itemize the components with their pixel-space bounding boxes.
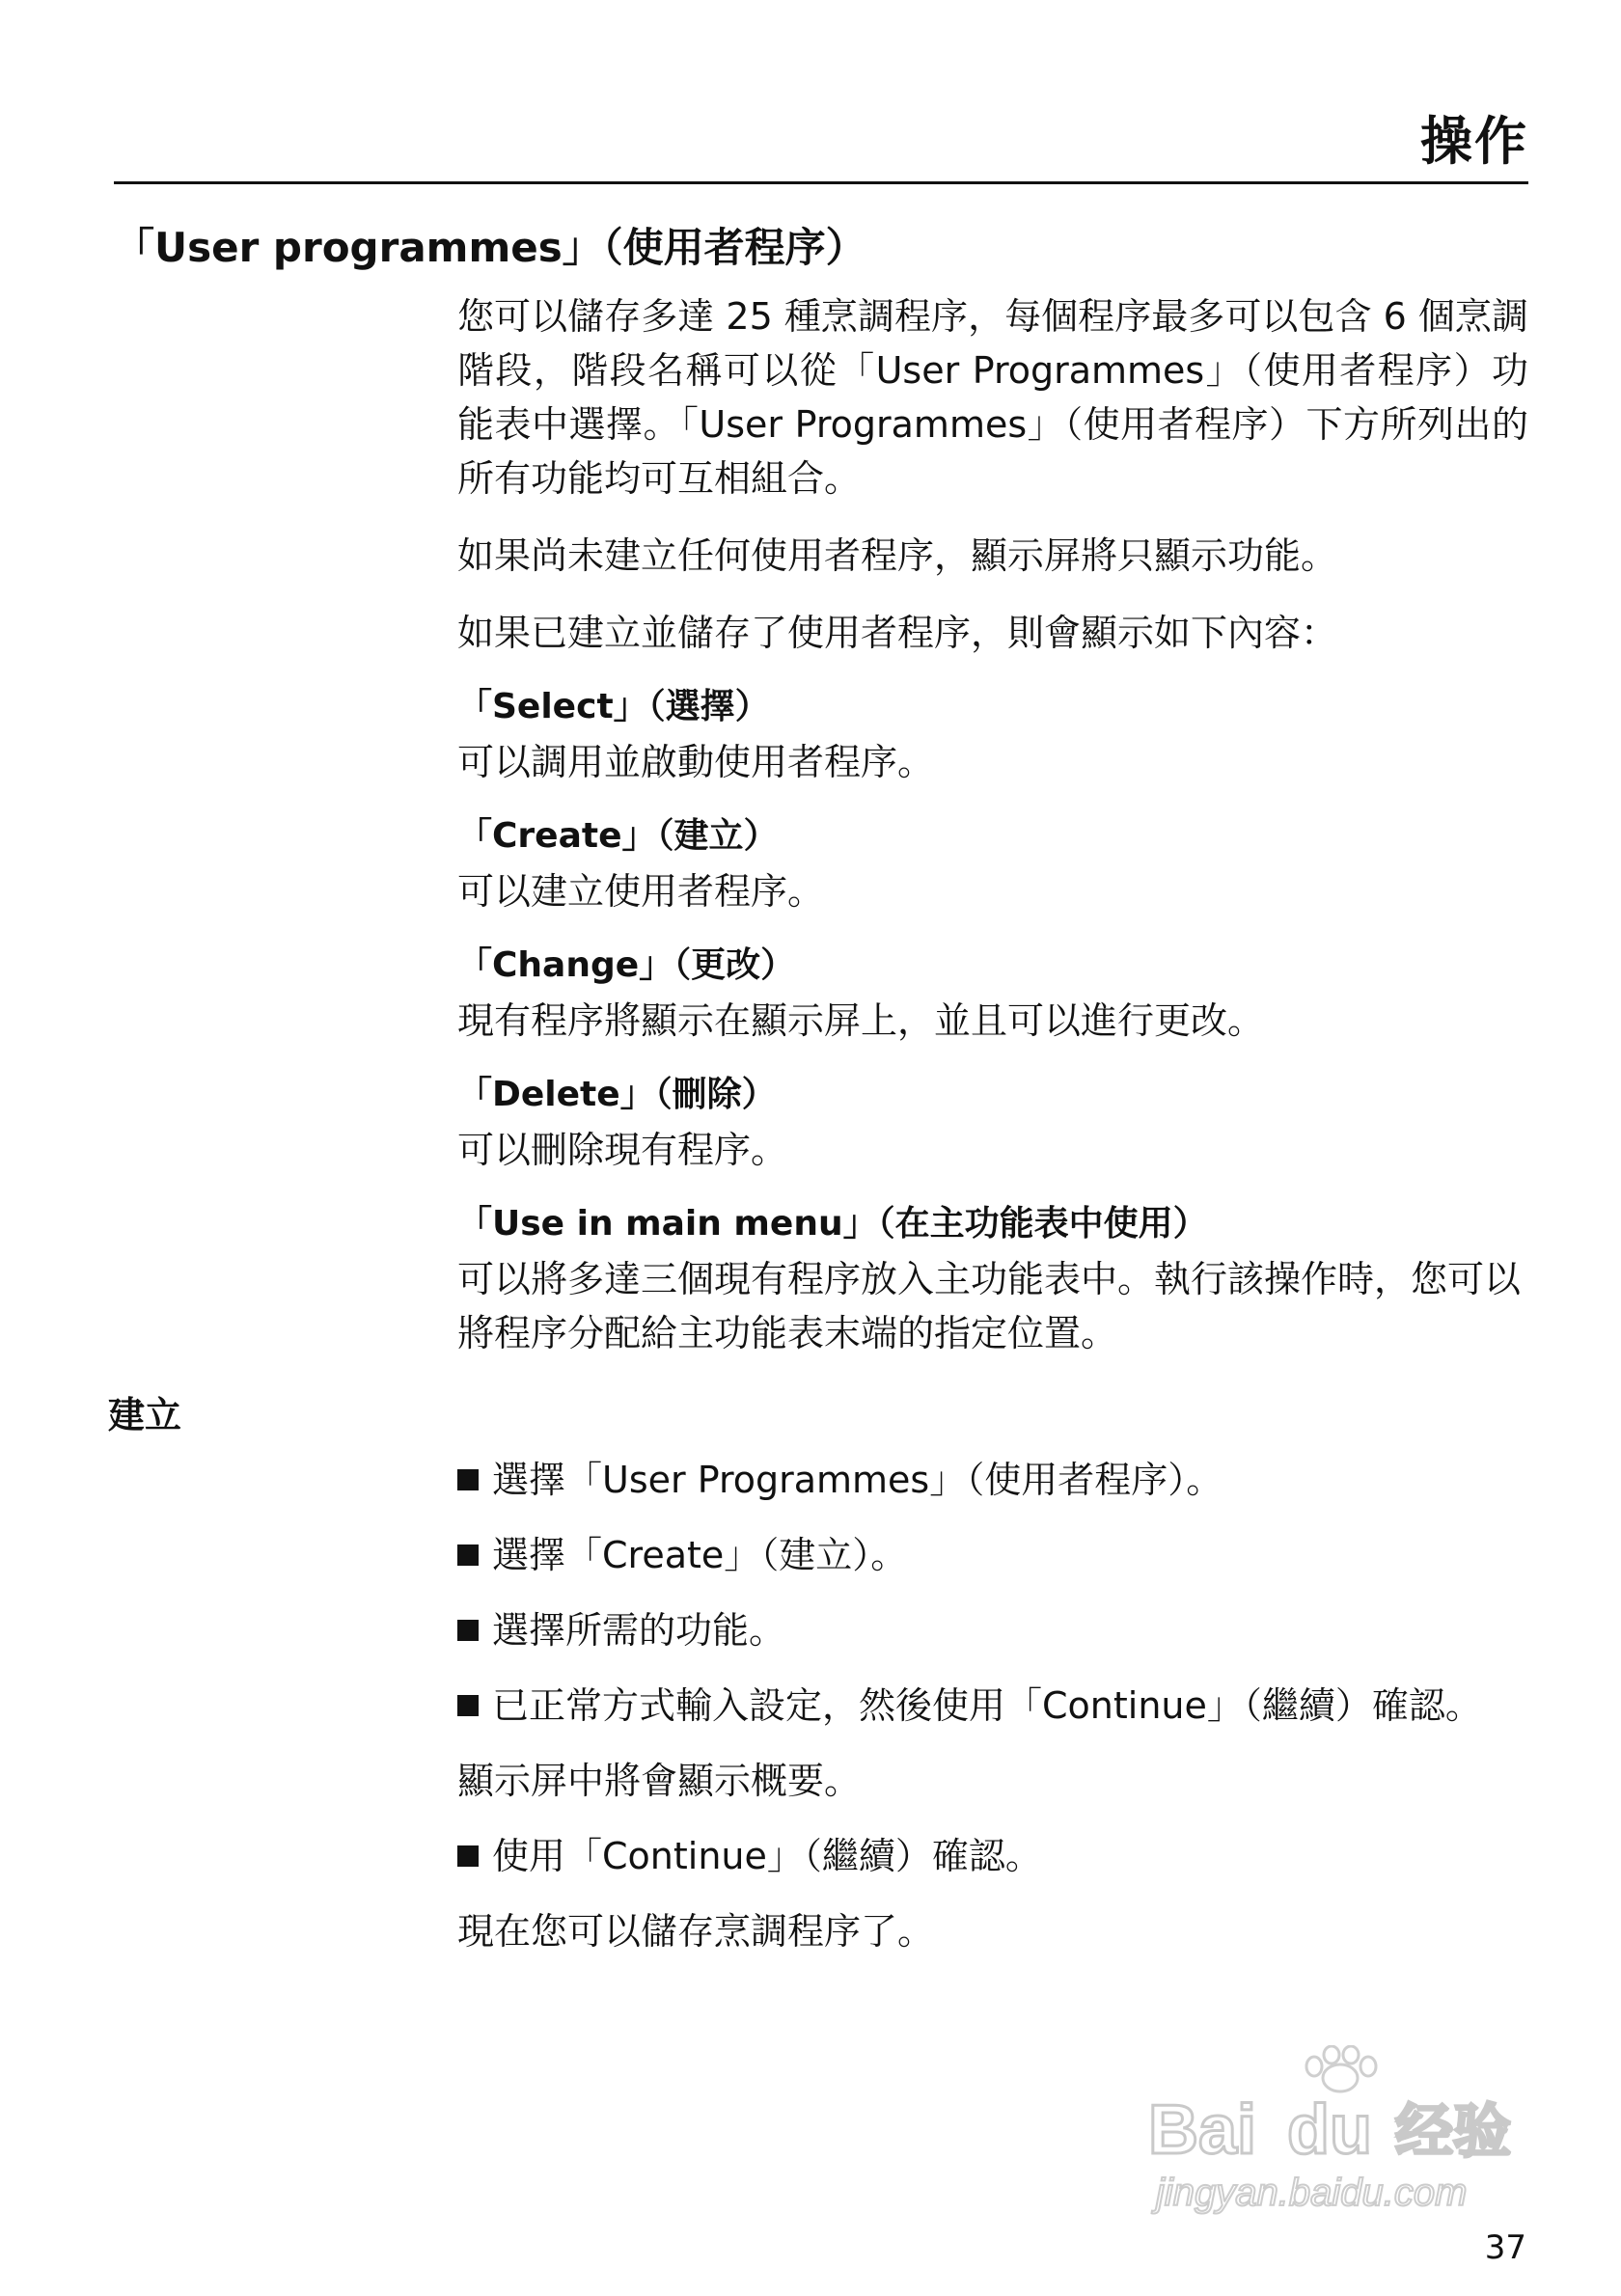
option-description: 可以建立使用者程序。 bbox=[457, 870, 825, 913]
step-text: 選擇所需的功能。 bbox=[492, 1609, 786, 1652]
intro-paragraph: 您可以儲存多達 25 種烹調程序，每個程序最多可以包含 6 個烹調階段，階段名稱可以從「User Programmes」（使用者程序）功能表中選擇。「User Programmes」（使用者程序）下方所列出的所有功能均可互相組合。 bbox=[457, 295, 1528, 500]
square-bullet-icon bbox=[457, 1845, 479, 1867]
baidu-watermark-logo bbox=[1142, 2045, 1538, 2219]
option-title: 「Select」（選擇） bbox=[457, 687, 770, 726]
step-text: 選擇「User Programmes」（使用者程序）。 bbox=[492, 1459, 1223, 1501]
step-item bbox=[457, 1829, 1557, 1883]
option-use-in-main-menu bbox=[457, 1200, 1528, 1360]
svg-text:经验: 经验 bbox=[1395, 2098, 1511, 2166]
create-heading: 建立 bbox=[108, 1394, 182, 1436]
intro-paragraph: 如果尚未建立任何使用者程序，顯示屏將只顯示功能。 bbox=[457, 534, 1338, 577]
option-description: 可以調用並啟動使用者程序。 bbox=[457, 741, 935, 783]
step-note: 顯示屏中將會顯示概要。 bbox=[457, 1760, 862, 1802]
main-content bbox=[457, 289, 1528, 1383]
square-bullet-icon bbox=[457, 1695, 479, 1716]
step-item bbox=[457, 1679, 1557, 1733]
square-bullet-icon bbox=[457, 1620, 479, 1641]
create-steps bbox=[457, 1453, 1557, 1980]
option-title: 「Change」（更改） bbox=[457, 945, 796, 985]
step-text: 選擇「Create」（建立）。 bbox=[492, 1534, 908, 1576]
step-note: 現在您可以儲存烹調程序了。 bbox=[457, 1910, 935, 1953]
header-divider bbox=[114, 181, 1528, 184]
option-create bbox=[457, 812, 1528, 918]
page-header-title: 操作 bbox=[1420, 111, 1528, 172]
option-title: 「Use in main menu」（在主功能表中使用） bbox=[457, 1204, 1208, 1244]
intro-paragraph: 如果已建立並儲存了使用者程序，則會顯示如下內容： bbox=[457, 612, 1338, 654]
option-description: 可以將多達三個現有程序放入主功能表中。執行該操作時，您可以將程序分配給主功能表末端的指定位置。 bbox=[457, 1258, 1522, 1354]
svg-text:jingyan.baidu.com: jingyan.baidu.com bbox=[1156, 2172, 1468, 2214]
step-item bbox=[457, 1528, 1557, 1582]
step-item bbox=[457, 1453, 1557, 1507]
option-title: 「Delete」（刪除） bbox=[457, 1075, 777, 1114]
option-select bbox=[457, 683, 1528, 789]
option-delete bbox=[457, 1071, 1528, 1177]
svg-text:Bai: Bai bbox=[1148, 2091, 1257, 2169]
section-heading: 「User programmes」（使用者程序） bbox=[114, 224, 866, 271]
step-item bbox=[457, 1603, 1557, 1657]
step-text: 已正常方式輸入設定，然後使用「Continue」（繼續）確認。 bbox=[492, 1684, 1482, 1727]
option-title: 「Create」（建立） bbox=[457, 816, 779, 856]
page-number: 37 bbox=[1484, 2228, 1526, 2267]
svg-text:du: du bbox=[1287, 2091, 1372, 2169]
square-bullet-icon bbox=[457, 1469, 479, 1490]
option-description: 可以刪除現有程序。 bbox=[457, 1129, 788, 1171]
option-change bbox=[457, 942, 1528, 1048]
step-text: 使用「Continue」（繼續）確認。 bbox=[492, 1835, 1042, 1877]
option-description: 現有程序將顯示在顯示屏上，並且可以進行更改。 bbox=[457, 999, 1265, 1042]
square-bullet-icon bbox=[457, 1544, 479, 1566]
